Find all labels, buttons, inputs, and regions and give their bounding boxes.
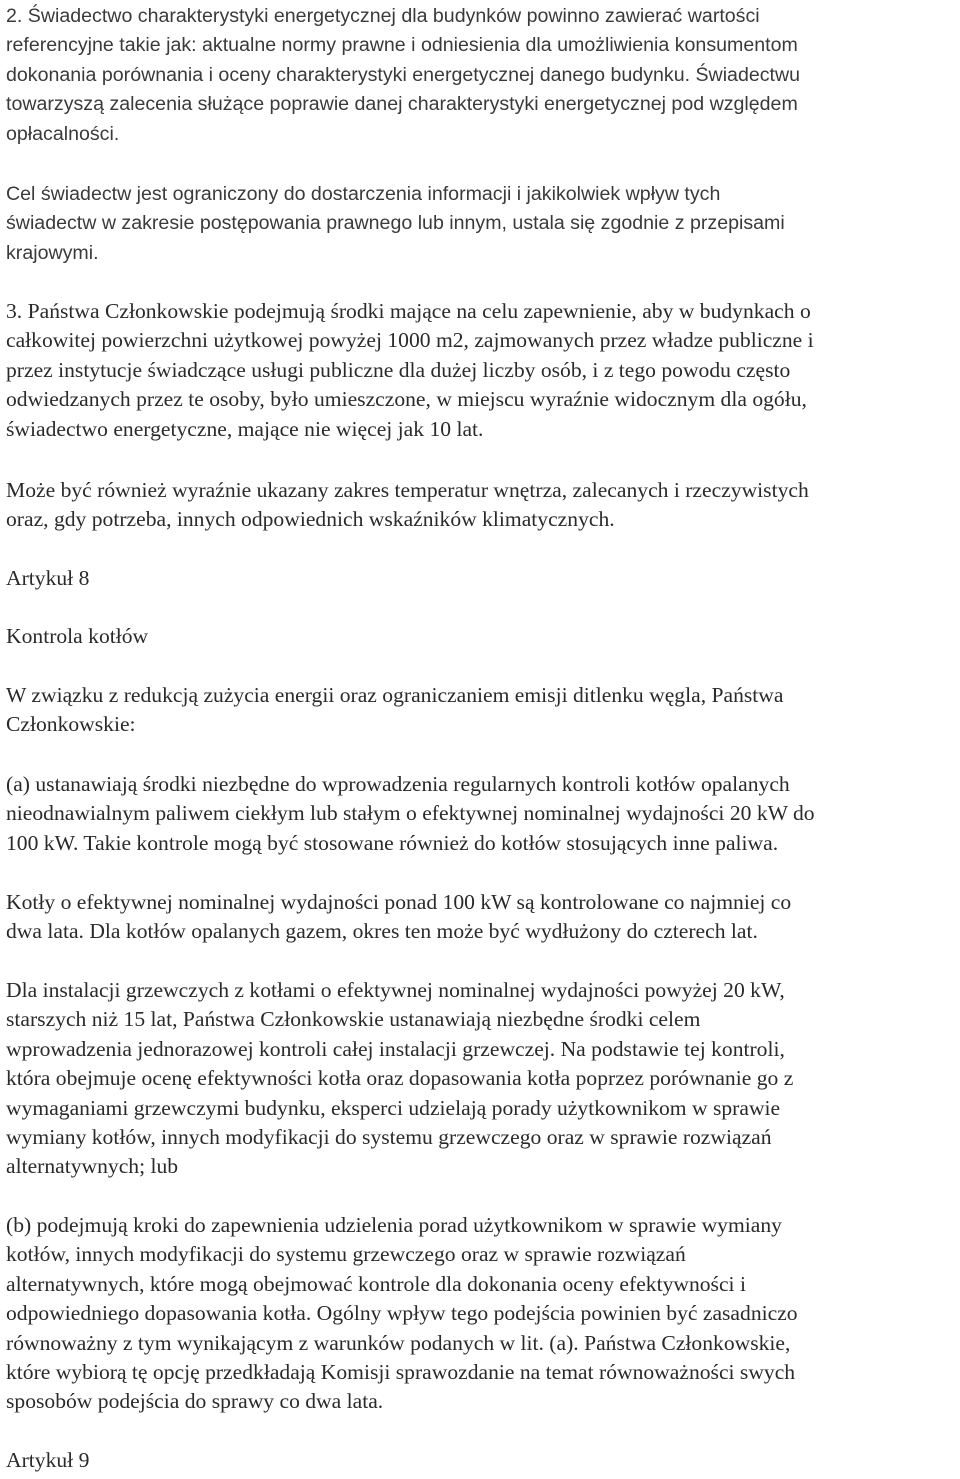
text-line: towarzyszą zalecenia służące poprawie danej charakterystyki energetycznej pod względem — [6, 93, 798, 116]
text-line: która obejmuje ocenę efektywności kotła oraz dopasowania kotła poprzez porównanie go z — [6, 1066, 794, 1091]
article-9-heading — [6, 1446, 956, 1475]
text-line: 100 kW. Takie kontrole mogą być stosowane również do kotłów stosujących inne paliwa. — [6, 830, 779, 855]
text-line: opłacalności. — [6, 122, 120, 145]
text-line: 2. Świadectwo charakterystyki energetycznej dla budynków powinno zawierać wartości — [6, 5, 760, 27]
text-line: alternatywnych; lub — [6, 1154, 179, 1179]
heading-text: Artykuł 8 — [6, 566, 90, 590]
text-line: referencyjne takie jak: aktualne normy prawne i odniesienia dla umożliwienia konsumentom — [6, 34, 798, 57]
text-line: Członkowskie: — [6, 712, 136, 737]
paragraph-public-buildings-display — [6, 297, 956, 444]
heading-text: Artykuł 9 — [6, 1448, 90, 1472]
text-line: świadectw w zakresie postępowania prawnego lub innym, ustala się zgodnie z przepisami — [6, 212, 785, 235]
text-line: kotłów, innych modyfikacji do systemu grzewczego oraz w sprawie rozwiązań — [6, 1242, 686, 1267]
text-line: przez instytucje świadczące usługi publiczne dla dużej liczby osób, i z tego powodu często — [6, 357, 791, 382]
paragraph-emission-reduction-intro — [6, 681, 956, 740]
paragraph-heating-installations — [6, 976, 956, 1182]
text-line: Kotły o efektywnej nominalnej wydajności ponad 100 kW są kontrolowane co najmniej co — [6, 890, 792, 914]
paragraph-item-a-inspections — [6, 770, 956, 858]
text-line: oraz, gdy potrzeba, innych odpowiednich wskaźników klimatycznych. — [6, 507, 615, 532]
article-8-title — [6, 622, 956, 651]
paragraph-temperature-range — [6, 476, 956, 535]
text-line: nieodnawialnym paliwem ciekłym lub stałym o efektywnej nominalnej wydajności 20 kW do — [6, 801, 815, 826]
paragraph-certificate-reference-values — [6, 2, 956, 149]
text-line: dokonania porównania i oceny charakterystyki energetycznej danego budynku. Świadectwu — [6, 63, 801, 86]
heading-text: Kontrola kotłów — [6, 624, 149, 648]
text-line: Dla instalacji grzewczych z kotłami o efektywnej nominalnej wydajności powyżej 20 kW, — [6, 978, 785, 1002]
text-line: (b) podejmują kroki do zapewnienia udzielenia porad użytkownikom w sprawie wymiany — [6, 1213, 782, 1237]
text-line: Może być również wyraźnie ukazany zakres temperatur wnętrza, zalecanych i rzeczywistych — [6, 478, 809, 502]
text-line: całkowitej powierzchni użytkowej powyżej 1000 m2, zajmowanych przez władze publiczne i — [6, 328, 814, 353]
text-line: sposobów podejścia do sprawy co dwa lata. — [6, 1389, 384, 1414]
text-line: odpowiedniego dopasowania kotła. Ogólny wpływ tego podejścia powinien być zasadniczo — [6, 1301, 798, 1326]
text-line: Cel świadectw jest ograniczony do dostarczenia informacji i jakikolwiek wpływ tych — [6, 183, 721, 205]
article-8-heading — [6, 564, 956, 593]
text-line: świadectwo energetyczne, mające nie więcej jak 10 lat. — [6, 416, 484, 441]
text-line: równoważny z tym wynikającym z warunków podanych w lit. (a). Państwa Członkowskie, — [6, 1330, 791, 1355]
paragraph-certificate-purpose — [6, 180, 956, 268]
text-line: które wybiorą tę opcję przedkładają Komisji sprawozdanie na temat równoważności swych — [6, 1359, 796, 1384]
text-line: starszych niż 15 lat, Państwa Członkowskie ustanawiają niezbędne środki celem — [6, 1007, 701, 1032]
text-line: (a) ustanawiają środki niezbędne do wprowadzenia regularnych kontroli kotłów opalanych — [6, 772, 790, 796]
text-line: alternatywnych, które mogą obejmować kontrole dla dokonania oceny efektywności i — [6, 1271, 746, 1296]
paragraph-item-b-advice — [6, 1211, 956, 1417]
text-line: krajowymi. — [6, 241, 99, 264]
text-line: odwiedzanych przez te osoby, było umieszczone, w miejscu wyraźnie widocznym dla ogółu, — [6, 387, 807, 412]
text-line: wprowadzenia jednorazowej kontroli całej instalacji grzewczej. Na podstawie tej kontroli, — [6, 1036, 785, 1061]
text-line: dwa lata. Dla kotłów opalanych gazem, okres ten może być wydłużony do czterech lat. — [6, 919, 758, 944]
text-line: 3. Państwa Członkowskie podejmują środki mające na celu zapewnienie, aby w budynkach o — [6, 299, 811, 323]
text-line: W związku z redukcją zużycia energii oraz ograniczaniem emisji ditlenku węgla, Państwa — [6, 683, 784, 707]
text-line: wymiany kotłów, innych modyfikacji do systemu grzewczego oraz w sprawie rozwiązań — [6, 1124, 772, 1149]
text-line: wymaganiami grzewczymi budynku, eksperci udzielają porady użytkownikom w sprawie — [6, 1095, 781, 1120]
paragraph-boiler-inspection-frequency — [6, 888, 956, 947]
